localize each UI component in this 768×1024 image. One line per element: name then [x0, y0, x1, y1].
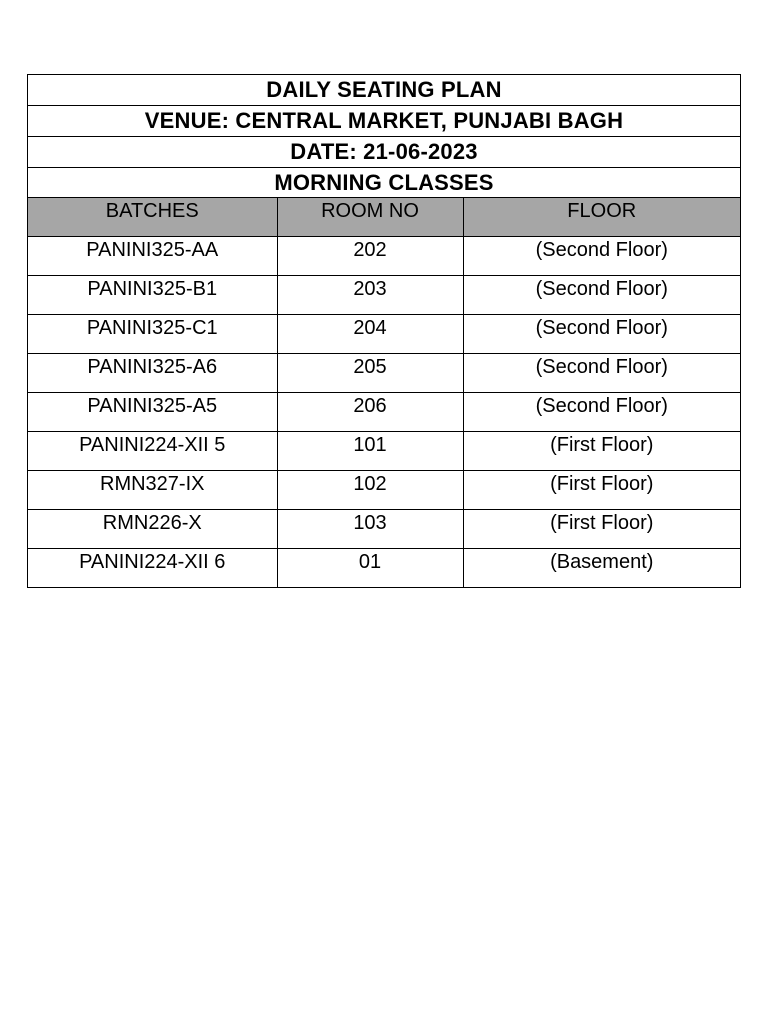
header-floor: FLOOR [463, 198, 740, 237]
room-cell: 204 [277, 315, 463, 354]
batch-cell: PANINI325-AA [28, 237, 277, 276]
room-cell: 203 [277, 276, 463, 315]
batch-cell: PANINI325-C1 [28, 315, 277, 354]
table-row [28, 393, 740, 432]
table-row [28, 471, 740, 510]
table-row [28, 276, 740, 315]
venue-title: VENUE: CENTRAL MARKET, PUNJABI BAGH [28, 106, 740, 137]
batch-cell: RMN226-X [28, 510, 277, 549]
batch-cell: PANINI224-XII 6 [28, 549, 277, 588]
session-title: MORNING CLASSES [28, 168, 740, 198]
header-room-no: ROOM NO [277, 198, 463, 237]
room-cell: 101 [277, 432, 463, 471]
table-header-row [28, 198, 740, 237]
batch-cell: PANINI325-B1 [28, 276, 277, 315]
floor-cell: (First Floor) [463, 510, 740, 549]
room-cell: 01 [277, 549, 463, 588]
room-cell: 103 [277, 510, 463, 549]
floor-cell: (First Floor) [463, 471, 740, 510]
room-cell: 102 [277, 471, 463, 510]
table-row [28, 354, 740, 393]
batch-cell: PANINI325-A6 [28, 354, 277, 393]
header-batches: BATCHES [28, 198, 277, 237]
floor-cell: (Second Floor) [463, 315, 740, 354]
floor-cell: (Second Floor) [463, 237, 740, 276]
table-row [28, 315, 740, 354]
room-cell: 205 [277, 354, 463, 393]
room-cell: 202 [277, 237, 463, 276]
batch-cell: PANINI325-A5 [28, 393, 277, 432]
floor-cell: (Basement) [463, 549, 740, 588]
floor-cell: (Second Floor) [463, 276, 740, 315]
batch-cell: PANINI224-XII 5 [28, 432, 277, 471]
table-row [28, 510, 740, 549]
floor-cell: (Second Floor) [463, 393, 740, 432]
batch-cell: RMN327-IX [28, 471, 277, 510]
seating-table [28, 198, 740, 587]
floor-cell: (Second Floor) [463, 354, 740, 393]
seating-plan-sheet [27, 74, 741, 588]
table-row [28, 432, 740, 471]
table-row [28, 237, 740, 276]
date-title: DATE: 21-06-2023 [28, 137, 740, 168]
table-row [28, 549, 740, 588]
room-cell: 206 [277, 393, 463, 432]
plan-title: DAILY SEATING PLAN [28, 75, 740, 106]
floor-cell: (First Floor) [463, 432, 740, 471]
